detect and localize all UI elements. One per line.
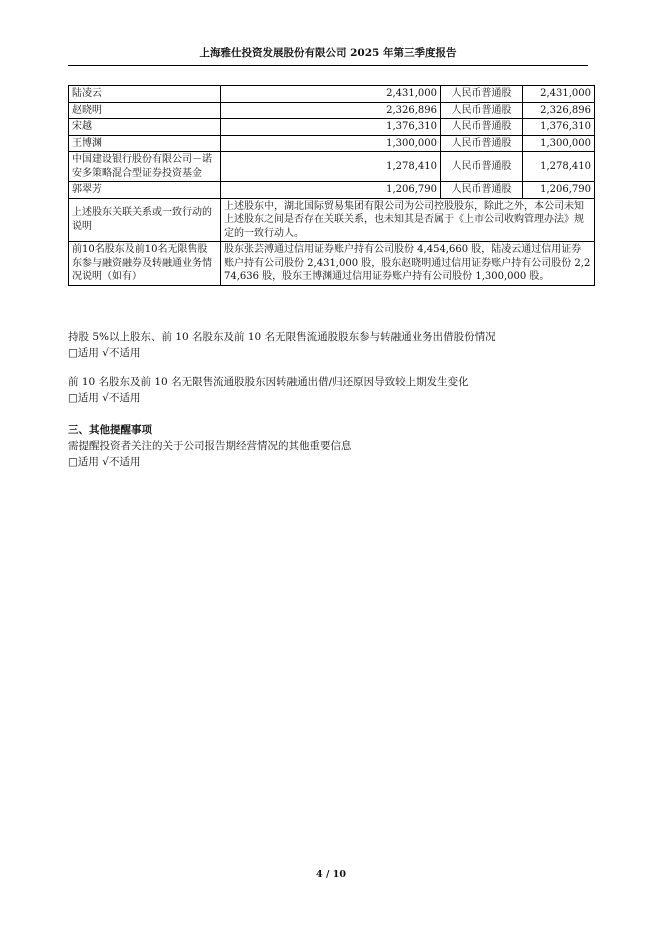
cell-shares-a: 1,278,410: [221, 152, 441, 182]
change-option: □适用 √不适用: [68, 391, 141, 404]
margin-row: [69, 242, 595, 286]
cell-shares-b: 1,278,410: [523, 152, 595, 182]
cell-shares-b: 1,300,000: [523, 135, 595, 152]
lending-option: □适用 √不适用: [68, 346, 141, 359]
cell-class: 人民币普通股: [441, 119, 523, 136]
cell-class: 人民币普通股: [441, 182, 523, 199]
cell-name: 宋越: [69, 119, 221, 136]
cell-class: 人民币普通股: [441, 86, 523, 103]
cell-class: 人民币普通股: [441, 135, 523, 152]
table-row: [69, 135, 595, 152]
cell-name: 赵晓明: [69, 102, 221, 119]
table-row: [69, 119, 595, 136]
table-row: [69, 182, 595, 199]
cell-shares-b: 2,326,896: [523, 102, 595, 119]
cell-name: 中国建设银行股份有限公司－诺安多策略混合型证券投资基金: [69, 152, 221, 182]
table-row: [69, 152, 595, 182]
margin-label: 前10名股东及前10名无限售股东参与融资融券及转融通业务情况说明（如有）: [69, 242, 221, 286]
cell-name: 郭翠芳: [69, 182, 221, 199]
cell-class: 人民币普通股: [441, 102, 523, 119]
cell-shares-a: 2,431,000: [221, 86, 441, 103]
lending-section: [68, 330, 594, 362]
shareholder-rows: [69, 86, 595, 199]
cell-name: 陆凌云: [69, 86, 221, 103]
relation-row: [69, 198, 595, 242]
lending-title: 持股 5%以上股东、前 10 名股东及前 10 名无限售流通股股东参与转融通业务出借股份情况: [68, 331, 496, 343]
cell-class: 人民币普通股: [441, 152, 523, 182]
page-number: 4 / 10: [316, 869, 346, 880]
margin-text: 股东张芸溥通过信用证券账户持有公司股份 4,454,660 股，陆凌云通过信用证券账户持有公司股份 2,431,000 股，股东赵晓明通过信用证券账户持有公司股份 2,274,636 股，股东王博渊通过信用证券账户持有公司股份 1,300,000 股。: [221, 242, 595, 286]
cell-shares-a: 2,326,896: [221, 102, 441, 119]
relation-text: 上述股东中，湖北国际贸易集团有限公司为公司控股股东，除此之外，本公司未知上述股东之间是否存在关联关系，也未知其是否属于《上市公司收购管理办法》规定的一致行动人。: [221, 198, 595, 242]
cell-shares-b: 2,431,000: [523, 86, 595, 103]
change-section: [68, 375, 594, 407]
other-option: □适用 √不适用: [68, 455, 141, 468]
cell-shares-b: 1,376,310: [523, 119, 595, 136]
other-heading: 三、其他提醒事项: [68, 424, 152, 436]
other-section: [68, 423, 594, 470]
change-title: 前 10 名股东及前 10 名无限售流通股股东因转融通出借/归还原因导致较上期发生变化: [68, 376, 469, 388]
other-subtitle: 需提醒投资者关注的关于公司报告期经营情况的其他重要信息: [68, 439, 352, 452]
table-row: [69, 102, 595, 119]
cell-shares-b: 1,206,790: [523, 182, 595, 199]
cell-shares-a: 1,206,790: [221, 182, 441, 199]
shareholder-table: [68, 85, 595, 286]
cell-shares-a: 1,300,000: [221, 135, 441, 152]
cell-name: 王博渊: [69, 135, 221, 152]
relation-label: 上述股东关联关系或一致行动的说明: [69, 198, 221, 242]
cell-shares-a: 1,376,310: [221, 119, 441, 136]
table-row: [69, 86, 595, 103]
report-header: 上海雅仕投资发展股份有限公司 2025 年第三季度报告: [68, 46, 588, 66]
